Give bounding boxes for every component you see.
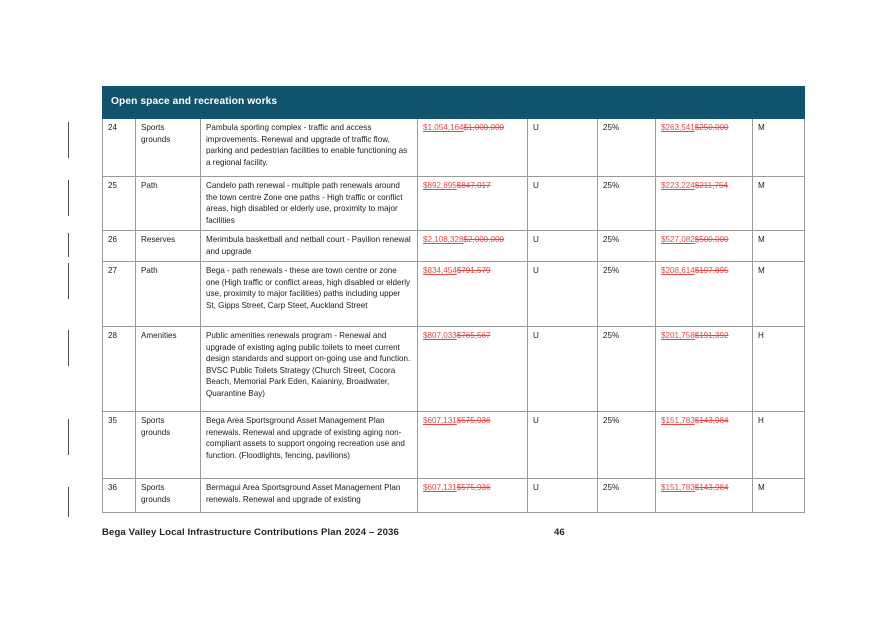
change-bar-3 [68, 233, 69, 257]
change-bar-6 [68, 419, 69, 455]
row-contribution-amount-inserted: $527,082 [661, 235, 695, 245]
row-total-cost-deleted: $791,579 [456, 266, 491, 276]
row-contribution-amount-inserted: $151,783 [661, 416, 695, 426]
section-header-title: Open space and recreation works [103, 87, 805, 119]
row-total-cost [418, 327, 528, 412]
change-bar-1 [68, 122, 69, 158]
row-description: Candelo path renewal - multiple path renewals around the town centre Zone one paths - High traffic or conflict areas, high disabled or elderly use, proximity to major facilities [201, 177, 418, 231]
row-contribution-amount-inserted: $208,614 [661, 266, 695, 276]
row-asset-type: Sports grounds [136, 412, 201, 479]
row-description: Merimbula basketball and netball court - Pavilion renewal and upgrade [201, 231, 418, 262]
table-section-header-row [103, 87, 805, 119]
row-apportionment-percent: 25% [598, 262, 656, 327]
row-unit-code: U [528, 177, 598, 231]
open-space-works-table [102, 86, 805, 513]
works-table-container [102, 86, 804, 513]
row-asset-type: Path [136, 177, 201, 231]
row-item-number: 24 [103, 119, 136, 177]
row-total-cost [418, 262, 528, 327]
row-total-cost [418, 412, 528, 479]
footer-page-number: 46 [554, 527, 565, 538]
works-table-body [103, 119, 805, 513]
row-apportionment-percent: 25% [598, 177, 656, 231]
row-total-cost [418, 231, 528, 262]
row-priority: M [753, 262, 805, 327]
row-asset-type: Sports grounds [136, 119, 201, 177]
change-bar-5 [68, 330, 69, 366]
table-row [103, 479, 805, 513]
row-total-cost-inserted: $807,033 [423, 331, 457, 341]
row-total-cost-inserted: $1,054,164 [423, 123, 464, 133]
row-contribution-amount-inserted: $263,541 [661, 123, 695, 133]
row-priority: H [753, 327, 805, 412]
row-total-cost-inserted: $607,131 [423, 416, 457, 426]
row-contribution-amount-deleted: $250,000 [694, 123, 729, 133]
footer-document-title: Bega Valley Local Infrastructure Contributions Plan 2024 – 2036 [102, 527, 399, 538]
row-total-cost-inserted: $892,895 [423, 181, 457, 191]
row-description: Pambula sporting complex - traffic and access improvements. Renewal and upgrade of traffic flow, parking and pedestrian facilities to enable functioning as a regional facility. [201, 119, 418, 177]
row-item-number: 36 [103, 479, 136, 513]
row-contribution-amount [656, 231, 753, 262]
row-asset-type: Sports grounds [136, 479, 201, 513]
row-priority: M [753, 177, 805, 231]
row-description: Bermagui Area Sportsground Asset Management Plan renewals. Renewal and upgrade of existing [201, 479, 418, 513]
row-total-cost-deleted: $2,000,000 [463, 235, 505, 245]
row-apportionment-percent: 25% [598, 231, 656, 262]
row-contribution-amount-inserted: $151,783 [661, 483, 695, 493]
row-total-cost-inserted: $834,454 [423, 266, 457, 276]
row-total-cost [418, 177, 528, 231]
row-priority: H [753, 412, 805, 479]
row-unit-code: U [528, 231, 598, 262]
row-priority: M [753, 231, 805, 262]
row-contribution-amount-deleted: $197,895 [694, 266, 729, 276]
row-item-number: 27 [103, 262, 136, 327]
row-unit-code: U [528, 262, 598, 327]
row-asset-type: Amenities [136, 327, 201, 412]
table-row [103, 231, 805, 262]
row-apportionment-percent: 25% [598, 119, 656, 177]
row-apportionment-percent: 25% [598, 327, 656, 412]
row-contribution-amount [656, 479, 753, 513]
row-unit-code: U [528, 327, 598, 412]
row-contribution-amount-deleted: $143,984 [694, 416, 729, 426]
change-bar-4 [68, 263, 69, 299]
row-contribution-amount [656, 177, 753, 231]
row-contribution-amount-deleted: $143,984 [694, 483, 729, 493]
row-contribution-amount-deleted: $211,754 [694, 181, 728, 191]
row-contribution-amount-deleted: $191,392 [694, 331, 729, 341]
table-row [103, 119, 805, 177]
row-total-cost-deleted: $575,936 [456, 416, 491, 426]
row-item-number: 26 [103, 231, 136, 262]
table-row [103, 327, 805, 412]
row-total-cost-deleted: $575,936 [456, 483, 491, 493]
row-total-cost-deleted: $765,567 [456, 331, 491, 341]
page-footer [102, 527, 804, 543]
table-row [103, 177, 805, 231]
row-contribution-amount [656, 327, 753, 412]
row-item-number: 25 [103, 177, 136, 231]
row-unit-code: U [528, 479, 598, 513]
table-row [103, 262, 805, 327]
row-item-number: 28 [103, 327, 136, 412]
row-priority: M [753, 119, 805, 177]
revision-change-bars [0, 0, 100, 620]
row-total-cost-deleted: $1,000,000 [463, 123, 505, 133]
row-asset-type: Path [136, 262, 201, 327]
table-row [103, 412, 805, 479]
change-bar-2 [68, 180, 69, 216]
row-apportionment-percent: 25% [598, 412, 656, 479]
row-total-cost [418, 479, 528, 513]
row-total-cost [418, 119, 528, 177]
row-description: Bega - path renewals - these are town centre or zone one (High traffic or conflict areas, high disabled or elderly use, proximity to major facilities) paths including upper St, Gipps Street, Carp Steet, Auckland Street [201, 262, 418, 327]
row-asset-type: Reserves [136, 231, 201, 262]
row-contribution-amount-inserted: $223,224 [661, 181, 695, 191]
row-total-cost-inserted: $607,131 [423, 483, 457, 493]
row-description: Public amenities renewals program - Renewal and upgrade of existing aging public toilets to meet current design standards and support on-going use and function. BVSC Public Toilets Strategy (Church Street, Cocora Beach, Memorial Park Eden, Kaianiny, Broadwater, Quarantine Bay) [201, 327, 418, 412]
row-unit-code: U [528, 412, 598, 479]
row-contribution-amount [656, 412, 753, 479]
row-contribution-amount [656, 262, 753, 327]
row-contribution-amount [656, 119, 753, 177]
row-contribution-amount-inserted: $201,758 [661, 331, 695, 341]
row-description: Bega Area Sportsground Asset Management Plan renewals. Renewal and upgrade of existing aging non-compliant assets to support ongoing recreation use and function. (Floodlights, fencing, pavilions) [201, 412, 418, 479]
row-contribution-amount-deleted: $500,000 [694, 235, 729, 245]
change-bar-7 [68, 487, 69, 517]
row-total-cost-deleted: $847,017 [456, 181, 491, 191]
row-total-cost-inserted: $2,108,328 [423, 235, 464, 245]
row-unit-code: U [528, 119, 598, 177]
row-item-number: 35 [103, 412, 136, 479]
row-apportionment-percent: 25% [598, 479, 656, 513]
row-priority: M [753, 479, 805, 513]
